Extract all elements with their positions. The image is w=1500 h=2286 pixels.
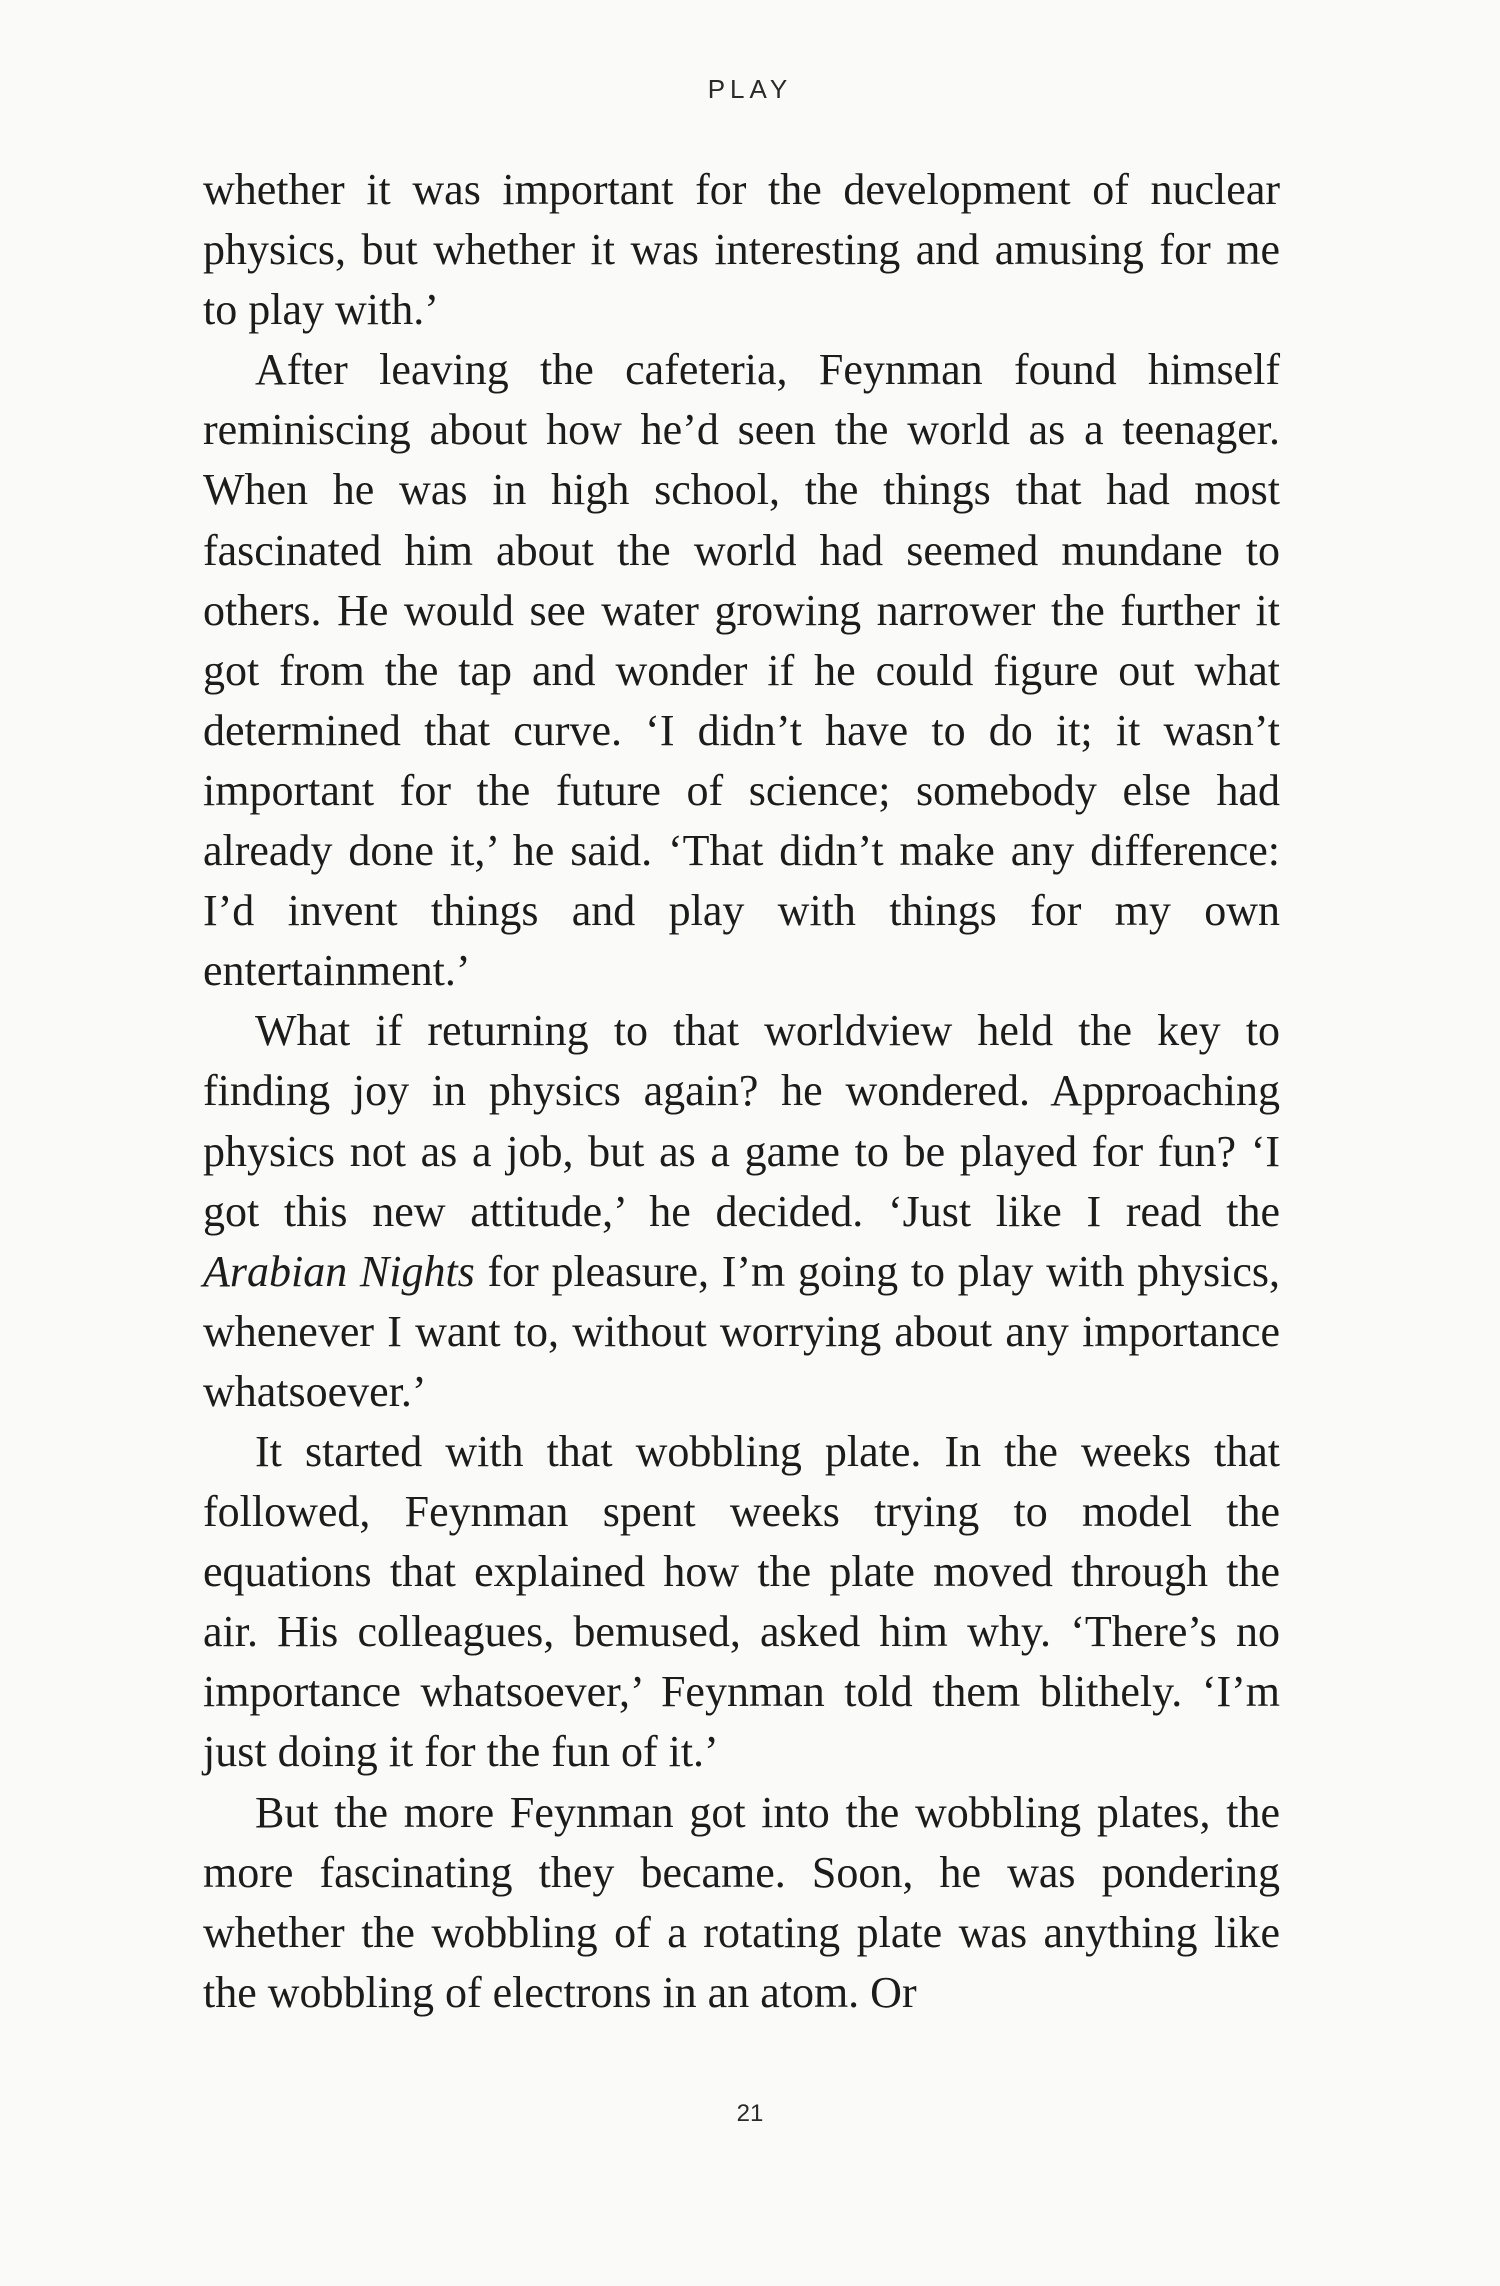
paragraph-text: What if returning to that worldview held the key to finding joy in physics again? he wondered. Approaching physics not as a job, but as a game to be played for fun? ‘I got this new attitude,’ he decided. ‘Just like I read the — [203, 1006, 1280, 1236]
body-text — [203, 160, 1280, 2023]
paragraph — [203, 1001, 1280, 1422]
paragraph-text: for pleasure, I’m going to play with physics, whenever I want to, without worrying about any importance whatsoever.’ — [203, 1246, 1280, 1416]
paragraph-continued: whether it was important for the development of nuclear physics, but whether it was interesting and amusing for me to play with.’ — [203, 165, 1280, 335]
page-number: 21 — [736, 2100, 764, 2127]
paragraph: After leaving the cafeteria, Feynman found himself reminiscing about how he’d seen the world as a teenager. When he was in high school, the things that had most fascinated him about the world had seemed mundane to others. He would see water growing narrower the further it got from the tap and wonder if he could figure out what determined that curve. ‘I didn’t have to do it; it wasn’t important for the future of science; somebody else had already done it,’ he said. ‘That didn’t make any difference: I’d invent things and play with things for my own entertainment.’ — [203, 345, 1280, 996]
running-head: PLAY — [707, 74, 793, 104]
book-title-italic: Arabian Nights — [203, 1246, 475, 1296]
paragraph: But the more Feynman got into the wobbling plates, the more fascinating they became. Soon, he was pondering whether the wobbling of a rotating plate was anything like the wobbling of electrons in an atom. Or — [203, 1787, 1280, 2017]
paragraph: It started with that wobbling plate. In the weeks that followed, Feynman spent weeks trying to model the equations that explained how the plate moved through the air. His colleagues, bemused, asked him why. ‘There’s no importance whatsoever,’ Feynman told them blithely. ‘I’m just doing it for the fun of it.’ — [203, 1426, 1280, 1777]
